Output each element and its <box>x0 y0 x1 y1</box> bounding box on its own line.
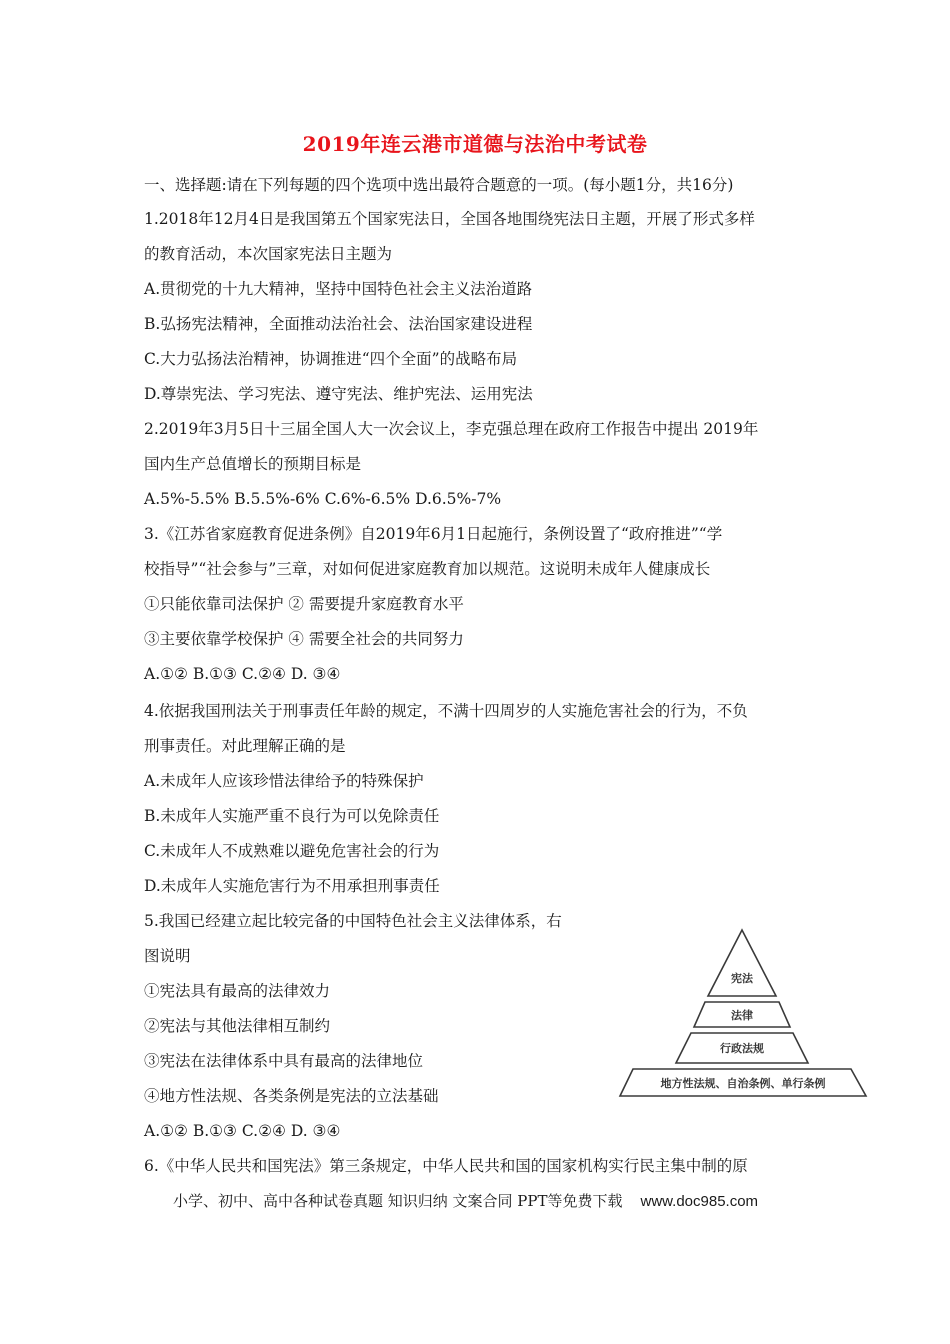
page-title: 2019年连云港市道德与法治中考试卷 <box>302 132 648 156</box>
pyramid-label-law: 法律 <box>731 1009 753 1022</box>
question-3-stem: 3.《江苏省家庭教育促进条例》自2019年6月1日起施行，条例设置了“政府推进”“学 <box>144 525 723 543</box>
question-3-statements-2: ③主要依靠学校保护 ④ 需要全社会的共同努力 <box>144 630 464 648</box>
question-4-stem: 4.依据我国刑法关于刑事责任年龄的规定，不满十四周岁的人实施危害社会的行为，不负 <box>144 702 748 720</box>
question-6-stem: 6.《中华人民共和国宪法》第三条规定，中华人民共和国的国家机构实行民主集中制的原 <box>144 1157 748 1175</box>
question-4-stem-cont: 刑事责任。对此理解正确的是 <box>144 737 346 755</box>
pyramid-tier-1 <box>708 930 776 996</box>
question-5-statement-3: ③宪法在法律体系中具有最高的法律地位 <box>144 1052 424 1070</box>
footer-text: 小学、初中、高中各种试卷真题 知识归纳 文案合同 PPT等免费下载 <box>173 1192 623 1210</box>
question-4-option-b: B.未成年人实施严重不良行为可以免除责任 <box>144 807 440 825</box>
question-3-options: A.①② B.①③ C.②④ D. ③④ <box>144 665 341 683</box>
question-2-stem-cont: 国内生产总值增长的预期目标是 <box>144 455 362 473</box>
question-5-stem: 5.我国已经建立起比较完备的中国特色社会主义法律体系，右 <box>144 912 562 930</box>
question-1-option-a: A.贯彻党的十九大精神，坚持中国特色社会主义法治道路 <box>144 280 533 298</box>
question-4-option-d: D.未成年人实施危害行为不用承担刑事责任 <box>144 877 440 895</box>
question-1-stem: 1.2018年12月4日是我国第五个国家宪法日，全国各地围绕宪法日主题，开展了形式多样 <box>144 210 755 228</box>
legal-hierarchy-pyramid <box>618 920 872 1102</box>
section-heading: 一、选择题:请在下列每题的四个选项中选出最符合题意的一项。(每小题1分，共16分) <box>144 176 734 194</box>
question-2-stem: 2.2019年3月5日十三届全国人大一次会议上，李克强总理在政府工作报告中提出 2019年 <box>144 420 759 438</box>
question-1-stem-cont: 的教育活动，本次国家宪法日主题为 <box>144 245 393 263</box>
question-1-option-c: C.大力弘扬法治精神，协调推进“四个全面”的战略布局 <box>144 350 518 368</box>
question-1-option-d: D.尊崇宪法、学习宪法、遵守宪法、维护宪法、运用宪法 <box>144 385 533 403</box>
footer <box>173 1190 758 1211</box>
footer-site-link[interactable]: www.doc985.com <box>640 1193 759 1210</box>
question-5-statement-4: ④地方性法规、各类条例是宪法的立法基础 <box>144 1087 439 1105</box>
question-5-options: A.①② B.①③ C.②④ D. ③④ <box>144 1122 341 1140</box>
question-3-statements-1: ①只能依靠司法保护 ② 需要提升家庭教育水平 <box>144 595 464 613</box>
pyramid-label-administrative-regulations: 行政法规 <box>720 1042 764 1055</box>
question-3-stem-cont: 校指导”“社会参与”三章，对如何促进家庭教育加以规范。这说明未成年人健康成长 <box>144 560 711 578</box>
question-5-stem-cont: 图说明 <box>144 947 191 965</box>
pyramid-label-constitution: 宪法 <box>731 972 753 985</box>
question-5-statement-1: ①宪法具有最高的法律效力 <box>144 982 331 1000</box>
question-5-statement-2: ②宪法与其他法律相互制约 <box>144 1017 331 1035</box>
question-2-options: A.5%-5.5% B.5.5%-6% C.6%-6.5% D.6.5%-7% <box>144 490 502 508</box>
question-4-option-c: C.未成年人不成熟难以避免危害社会的行为 <box>144 842 440 860</box>
pyramid-label-local-regulations: 地方性法规、自治条例、单行条例 <box>660 1077 826 1090</box>
question-4-option-a: A.未成年人应该珍惜法律给予的特殊保护 <box>144 772 424 790</box>
question-1-option-b: B.弘扬宪法精神，全面推动法治社会、法治国家建设进程 <box>144 315 533 333</box>
